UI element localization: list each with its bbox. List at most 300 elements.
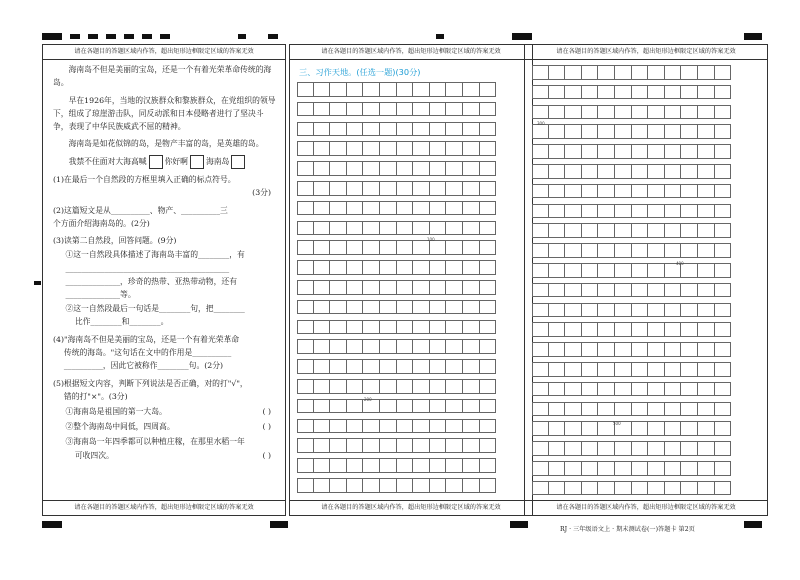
grid-cell[interactable] bbox=[446, 300, 463, 315]
grid-cell[interactable] bbox=[347, 399, 364, 414]
grid-cell[interactable] bbox=[397, 379, 414, 394]
grid-cell[interactable] bbox=[598, 105, 615, 120]
grid-cell[interactable] bbox=[565, 461, 582, 476]
grid-cell[interactable] bbox=[397, 141, 414, 156]
grid-cell[interactable] bbox=[715, 85, 732, 100]
grid-cell[interactable] bbox=[413, 458, 430, 473]
grid-cell[interactable] bbox=[397, 419, 414, 434]
question-3-1-line-3[interactable]: ______________，珍奇的热带、亚热带动物，还有 bbox=[65, 276, 237, 286]
grid-cell[interactable] bbox=[397, 458, 414, 473]
grid-cell[interactable] bbox=[380, 82, 397, 97]
grid-cell[interactable] bbox=[598, 382, 615, 397]
grid-cell[interactable] bbox=[380, 102, 397, 117]
grid-cell[interactable] bbox=[463, 359, 480, 374]
grid-cell[interactable] bbox=[297, 181, 314, 196]
grid-cell[interactable] bbox=[698, 144, 715, 159]
grid-cell[interactable] bbox=[648, 382, 665, 397]
grid-cell[interactable] bbox=[565, 283, 582, 298]
grid-cell[interactable] bbox=[314, 181, 331, 196]
essay-writing-grid[interactable] bbox=[532, 65, 731, 495]
grid-cell[interactable] bbox=[598, 184, 615, 199]
grid-cell[interactable] bbox=[314, 379, 331, 394]
grid-cell[interactable] bbox=[330, 339, 347, 354]
grid-cell[interactable] bbox=[615, 243, 632, 258]
grid-cell[interactable] bbox=[582, 421, 599, 436]
grid-cell[interactable] bbox=[698, 342, 715, 357]
grid-cell[interactable] bbox=[413, 359, 430, 374]
grid-cell[interactable] bbox=[297, 221, 314, 236]
grid-cell[interactable] bbox=[430, 419, 447, 434]
grid-cell[interactable] bbox=[532, 243, 549, 258]
grid-cell[interactable] bbox=[582, 243, 599, 258]
grid-cell[interactable] bbox=[615, 223, 632, 238]
grid-cell[interactable] bbox=[363, 379, 380, 394]
grid-cell[interactable] bbox=[330, 122, 347, 137]
grid-cell[interactable] bbox=[297, 300, 314, 315]
grid-cell[interactable] bbox=[665, 144, 682, 159]
grid-cell[interactable] bbox=[549, 243, 566, 258]
grid-cell[interactable] bbox=[347, 221, 364, 236]
grid-cell[interactable] bbox=[480, 379, 497, 394]
grid-cell[interactable] bbox=[615, 283, 632, 298]
grid-cell[interactable] bbox=[446, 339, 463, 354]
grid-cell[interactable] bbox=[532, 105, 549, 120]
grid-cell[interactable] bbox=[715, 421, 732, 436]
grid-cell[interactable] bbox=[565, 164, 582, 179]
grid-cell[interactable] bbox=[446, 280, 463, 295]
grid-cell[interactable] bbox=[648, 362, 665, 377]
question-2-line-1[interactable]: (2)这篇短文是从__________、物产、__________三 bbox=[53, 205, 228, 215]
grid-cell[interactable] bbox=[598, 243, 615, 258]
grid-cell[interactable] bbox=[598, 461, 615, 476]
grid-cell[interactable] bbox=[480, 221, 497, 236]
grid-cell[interactable] bbox=[330, 320, 347, 335]
grid-cell[interactable] bbox=[549, 184, 566, 199]
grid-cell[interactable] bbox=[480, 161, 497, 176]
grid-cell[interactable] bbox=[363, 161, 380, 176]
grid-cell[interactable] bbox=[314, 240, 331, 255]
grid-cell[interactable] bbox=[380, 438, 397, 453]
grid-cell[interactable] bbox=[698, 164, 715, 179]
grid-cell[interactable] bbox=[330, 260, 347, 275]
grid-cell[interactable] bbox=[615, 263, 632, 278]
question-3-2[interactable] bbox=[53, 302, 277, 328]
grid-cell[interactable] bbox=[648, 105, 665, 120]
question-3-1-line-1[interactable]: ①这一自然段具体描述了海南岛丰富的________，有 bbox=[65, 250, 245, 260]
grid-cell[interactable] bbox=[347, 280, 364, 295]
grid-cell[interactable] bbox=[330, 181, 347, 196]
grid-cell[interactable] bbox=[413, 161, 430, 176]
grid-cell[interactable] bbox=[549, 382, 566, 397]
grid-cell[interactable] bbox=[665, 65, 682, 80]
grid-cell[interactable] bbox=[632, 441, 649, 456]
grid-cell[interactable] bbox=[330, 201, 347, 216]
grid-cell[interactable] bbox=[615, 204, 632, 219]
grid-cell[interactable] bbox=[397, 82, 414, 97]
grid-cell[interactable] bbox=[681, 144, 698, 159]
grid-cell[interactable] bbox=[446, 181, 463, 196]
grid-cell[interactable] bbox=[397, 102, 414, 117]
question-3-1[interactable] bbox=[53, 248, 277, 301]
grid-cell[interactable] bbox=[297, 320, 314, 335]
grid-cell[interactable] bbox=[665, 461, 682, 476]
grid-cell[interactable] bbox=[681, 303, 698, 318]
grid-cell[interactable] bbox=[446, 141, 463, 156]
grid-cell[interactable] bbox=[715, 263, 732, 278]
grid-cell[interactable] bbox=[314, 102, 331, 117]
grid-cell[interactable] bbox=[314, 201, 331, 216]
grid-cell[interactable] bbox=[665, 481, 682, 496]
grid-cell[interactable] bbox=[363, 122, 380, 137]
grid-cell[interactable] bbox=[446, 82, 463, 97]
grid-cell[interactable] bbox=[565, 243, 582, 258]
grid-cell[interactable] bbox=[397, 122, 414, 137]
grid-cell[interactable] bbox=[430, 359, 447, 374]
grid-cell[interactable] bbox=[480, 141, 497, 156]
grid-cell[interactable] bbox=[463, 300, 480, 315]
grid-cell[interactable] bbox=[330, 419, 347, 434]
grid-cell[interactable] bbox=[397, 221, 414, 236]
grid-cell[interactable] bbox=[582, 481, 599, 496]
grid-cell[interactable] bbox=[632, 322, 649, 337]
grid-cell[interactable] bbox=[615, 322, 632, 337]
grid-cell[interactable] bbox=[698, 461, 715, 476]
grid-cell[interactable] bbox=[347, 141, 364, 156]
grid-cell[interactable] bbox=[681, 105, 698, 120]
grid-cell[interactable] bbox=[363, 438, 380, 453]
grid-cell[interactable] bbox=[480, 280, 497, 295]
grid-cell[interactable] bbox=[347, 181, 364, 196]
grid-cell[interactable] bbox=[565, 362, 582, 377]
grid-cell[interactable] bbox=[565, 144, 582, 159]
grid-cell[interactable] bbox=[582, 144, 599, 159]
grid-cell[interactable] bbox=[681, 382, 698, 397]
grid-cell[interactable] bbox=[648, 204, 665, 219]
grid-cell[interactable] bbox=[363, 240, 380, 255]
grid-cell[interactable] bbox=[480, 419, 497, 434]
grid-cell[interactable] bbox=[549, 263, 566, 278]
grid-cell[interactable] bbox=[632, 164, 649, 179]
grid-cell[interactable] bbox=[681, 441, 698, 456]
grid-cell[interactable] bbox=[565, 184, 582, 199]
grid-cell[interactable] bbox=[665, 441, 682, 456]
grid-cell[interactable] bbox=[582, 382, 599, 397]
grid-cell[interactable] bbox=[463, 240, 480, 255]
grid-cell[interactable] bbox=[615, 184, 632, 199]
grid-cell[interactable] bbox=[715, 164, 732, 179]
grid-cell[interactable] bbox=[446, 399, 463, 414]
grid-cell[interactable] bbox=[446, 240, 463, 255]
grid-cell[interactable] bbox=[615, 402, 632, 417]
grid-cell[interactable] bbox=[297, 339, 314, 354]
grid-cell[interactable] bbox=[698, 362, 715, 377]
grid-cell[interactable] bbox=[380, 320, 397, 335]
judge-item-3[interactable] bbox=[53, 435, 277, 461]
grid-cell[interactable] bbox=[648, 263, 665, 278]
grid-cell[interactable] bbox=[446, 221, 463, 236]
grid-cell[interactable] bbox=[582, 441, 599, 456]
grid-cell[interactable] bbox=[446, 438, 463, 453]
grid-cell[interactable] bbox=[665, 85, 682, 100]
grid-cell[interactable] bbox=[380, 300, 397, 315]
grid-cell[interactable] bbox=[532, 322, 549, 337]
grid-cell[interactable] bbox=[648, 223, 665, 238]
grid-cell[interactable] bbox=[681, 124, 698, 139]
grid-cell[interactable] bbox=[549, 362, 566, 377]
grid-cell[interactable] bbox=[380, 221, 397, 236]
grid-cell[interactable] bbox=[314, 339, 331, 354]
grid-cell[interactable] bbox=[681, 65, 698, 80]
grid-cell[interactable] bbox=[532, 184, 549, 199]
grid-cell[interactable] bbox=[532, 481, 549, 496]
grid-cell[interactable] bbox=[715, 243, 732, 258]
grid-cell[interactable] bbox=[347, 478, 364, 493]
grid-cell[interactable] bbox=[632, 402, 649, 417]
grid-cell[interactable] bbox=[430, 478, 447, 493]
grid-cell[interactable] bbox=[598, 204, 615, 219]
grid-cell[interactable] bbox=[615, 164, 632, 179]
grid-cell[interactable] bbox=[330, 359, 347, 374]
grid-cell[interactable] bbox=[397, 399, 414, 414]
grid-cell[interactable] bbox=[363, 320, 380, 335]
grid-cell[interactable] bbox=[582, 402, 599, 417]
grid-cell[interactable] bbox=[314, 280, 331, 295]
judge-answer-2[interactable]: ( ) bbox=[262, 422, 271, 432]
grid-cell[interactable] bbox=[363, 339, 380, 354]
grid-cell[interactable] bbox=[582, 362, 599, 377]
grid-cell[interactable] bbox=[698, 85, 715, 100]
grid-cell[interactable] bbox=[480, 399, 497, 414]
grid-cell[interactable] bbox=[413, 280, 430, 295]
grid-cell[interactable] bbox=[549, 204, 566, 219]
grid-cell[interactable] bbox=[463, 320, 480, 335]
grid-cell[interactable] bbox=[347, 300, 364, 315]
grid-cell[interactable] bbox=[297, 458, 314, 473]
grid-cell[interactable] bbox=[549, 481, 566, 496]
grid-cell[interactable] bbox=[413, 141, 430, 156]
grid-cell[interactable] bbox=[430, 280, 447, 295]
grid-cell[interactable] bbox=[363, 260, 380, 275]
grid-cell[interactable] bbox=[463, 379, 480, 394]
question-4-line-2[interactable]: 传统的海岛。"这句话在文中的作用是__________ bbox=[63, 347, 232, 357]
question-4[interactable] bbox=[53, 333, 277, 373]
grid-cell[interactable] bbox=[598, 402, 615, 417]
grid-cell[interactable] bbox=[632, 303, 649, 318]
punctuation-box-3[interactable] bbox=[231, 155, 245, 169]
grid-cell[interactable] bbox=[565, 105, 582, 120]
grid-cell[interactable] bbox=[330, 102, 347, 117]
grid-cell[interactable] bbox=[598, 303, 615, 318]
grid-cell[interactable] bbox=[330, 300, 347, 315]
grid-cell[interactable] bbox=[598, 223, 615, 238]
grid-cell[interactable] bbox=[532, 441, 549, 456]
grid-cell[interactable] bbox=[314, 399, 331, 414]
grid-cell[interactable] bbox=[615, 303, 632, 318]
grid-cell[interactable] bbox=[615, 441, 632, 456]
grid-cell[interactable] bbox=[698, 124, 715, 139]
grid-cell[interactable] bbox=[681, 164, 698, 179]
grid-cell[interactable] bbox=[480, 201, 497, 216]
grid-cell[interactable] bbox=[665, 164, 682, 179]
grid-cell[interactable] bbox=[363, 359, 380, 374]
grid-cell[interactable] bbox=[430, 181, 447, 196]
grid-cell[interactable] bbox=[413, 82, 430, 97]
grid-cell[interactable] bbox=[480, 82, 497, 97]
grid-cell[interactable] bbox=[598, 342, 615, 357]
grid-cell[interactable] bbox=[397, 339, 414, 354]
grid-cell[interactable] bbox=[598, 124, 615, 139]
grid-cell[interactable] bbox=[330, 280, 347, 295]
grid-cell[interactable] bbox=[297, 102, 314, 117]
grid-cell[interactable] bbox=[463, 161, 480, 176]
grid-cell[interactable] bbox=[347, 102, 364, 117]
grid-cell[interactable] bbox=[665, 362, 682, 377]
grid-cell[interactable] bbox=[549, 283, 566, 298]
grid-cell[interactable] bbox=[715, 303, 732, 318]
grid-cell[interactable] bbox=[314, 122, 331, 137]
question-3-1-line-4[interactable]: ______________等。 bbox=[65, 289, 136, 299]
grid-cell[interactable] bbox=[446, 260, 463, 275]
grid-cell[interactable] bbox=[648, 283, 665, 298]
grid-cell[interactable] bbox=[480, 458, 497, 473]
grid-cell[interactable] bbox=[463, 419, 480, 434]
grid-cell[interactable] bbox=[397, 240, 414, 255]
grid-cell[interactable] bbox=[715, 105, 732, 120]
grid-cell[interactable] bbox=[715, 65, 732, 80]
grid-cell[interactable] bbox=[297, 478, 314, 493]
grid-cell[interactable] bbox=[363, 82, 380, 97]
grid-cell[interactable] bbox=[314, 82, 331, 97]
grid-cell[interactable] bbox=[565, 204, 582, 219]
grid-cell[interactable] bbox=[648, 461, 665, 476]
grid-cell[interactable] bbox=[665, 382, 682, 397]
grid-cell[interactable] bbox=[413, 339, 430, 354]
grid-cell[interactable] bbox=[413, 122, 430, 137]
grid-cell[interactable] bbox=[314, 419, 331, 434]
grid-cell[interactable] bbox=[698, 263, 715, 278]
grid-cell[interactable] bbox=[363, 221, 380, 236]
grid-cell[interactable] bbox=[380, 280, 397, 295]
grid-cell[interactable] bbox=[347, 201, 364, 216]
grid-cell[interactable] bbox=[532, 85, 549, 100]
grid-cell[interactable] bbox=[681, 421, 698, 436]
grid-cell[interactable] bbox=[314, 478, 331, 493]
grid-cell[interactable] bbox=[615, 362, 632, 377]
grid-cell[interactable] bbox=[582, 303, 599, 318]
grid-cell[interactable] bbox=[397, 181, 414, 196]
grid-cell[interactable] bbox=[698, 303, 715, 318]
grid-cell[interactable] bbox=[380, 419, 397, 434]
grid-cell[interactable] bbox=[549, 223, 566, 238]
grid-cell[interactable] bbox=[549, 402, 566, 417]
grid-cell[interactable] bbox=[463, 280, 480, 295]
grid-cell[interactable] bbox=[549, 65, 566, 80]
grid-cell[interactable] bbox=[430, 141, 447, 156]
grid-cell[interactable] bbox=[632, 243, 649, 258]
grid-cell[interactable] bbox=[565, 263, 582, 278]
grid-cell[interactable] bbox=[681, 342, 698, 357]
grid-cell[interactable] bbox=[532, 223, 549, 238]
grid-cell[interactable] bbox=[363, 102, 380, 117]
grid-cell[interactable] bbox=[532, 362, 549, 377]
question-3-2-line-2[interactable]: 比作________和________。 bbox=[74, 317, 169, 327]
grid-cell[interactable] bbox=[648, 402, 665, 417]
grid-cell[interactable] bbox=[665, 105, 682, 120]
grid-cell[interactable] bbox=[565, 441, 582, 456]
grid-cell[interactable] bbox=[480, 260, 497, 275]
grid-cell[interactable] bbox=[330, 399, 347, 414]
grid-cell[interactable] bbox=[347, 379, 364, 394]
grid-cell[interactable] bbox=[698, 322, 715, 337]
grid-cell[interactable] bbox=[582, 322, 599, 337]
grid-cell[interactable] bbox=[532, 144, 549, 159]
grid-cell[interactable] bbox=[446, 320, 463, 335]
grid-cell[interactable] bbox=[598, 65, 615, 80]
grid-cell[interactable] bbox=[565, 303, 582, 318]
grid-cell[interactable] bbox=[532, 402, 549, 417]
grid-cell[interactable] bbox=[446, 458, 463, 473]
grid-cell[interactable] bbox=[532, 283, 549, 298]
grid-cell[interactable] bbox=[681, 85, 698, 100]
grid-cell[interactable] bbox=[681, 283, 698, 298]
grid-cell[interactable] bbox=[565, 322, 582, 337]
grid-cell[interactable] bbox=[532, 263, 549, 278]
grid-cell[interactable] bbox=[715, 144, 732, 159]
grid-cell[interactable] bbox=[665, 124, 682, 139]
grid-cell[interactable] bbox=[363, 300, 380, 315]
grid-cell[interactable] bbox=[347, 339, 364, 354]
grid-cell[interactable] bbox=[715, 382, 732, 397]
grid-cell[interactable] bbox=[549, 322, 566, 337]
grid-cell[interactable] bbox=[615, 342, 632, 357]
grid-cell[interactable] bbox=[413, 320, 430, 335]
grid-cell[interactable] bbox=[615, 124, 632, 139]
grid-cell[interactable] bbox=[632, 283, 649, 298]
grid-cell[interactable] bbox=[565, 402, 582, 417]
grid-cell[interactable] bbox=[463, 339, 480, 354]
grid-cell[interactable] bbox=[665, 204, 682, 219]
grid-cell[interactable] bbox=[648, 243, 665, 258]
grid-cell[interactable] bbox=[430, 379, 447, 394]
grid-cell[interactable] bbox=[413, 438, 430, 453]
grid-cell[interactable] bbox=[698, 204, 715, 219]
grid-cell[interactable] bbox=[549, 461, 566, 476]
grid-cell[interactable] bbox=[446, 379, 463, 394]
grid-cell[interactable] bbox=[549, 421, 566, 436]
grid-cell[interactable] bbox=[380, 458, 397, 473]
grid-cell[interactable] bbox=[532, 303, 549, 318]
grid-cell[interactable] bbox=[397, 300, 414, 315]
grid-cell[interactable] bbox=[715, 322, 732, 337]
grid-cell[interactable] bbox=[397, 478, 414, 493]
grid-cell[interactable] bbox=[615, 144, 632, 159]
grid-cell[interactable] bbox=[347, 122, 364, 137]
grid-cell[interactable] bbox=[715, 362, 732, 377]
grid-cell[interactable] bbox=[347, 438, 364, 453]
grid-cell[interactable] bbox=[715, 204, 732, 219]
grid-cell[interactable] bbox=[615, 105, 632, 120]
grid-cell[interactable] bbox=[480, 181, 497, 196]
grid-cell[interactable] bbox=[681, 322, 698, 337]
grid-cell[interactable] bbox=[598, 283, 615, 298]
grid-cell[interactable] bbox=[698, 223, 715, 238]
grid-cell[interactable] bbox=[582, 263, 599, 278]
grid-cell[interactable] bbox=[363, 419, 380, 434]
grid-cell[interactable] bbox=[397, 280, 414, 295]
grid-cell[interactable] bbox=[665, 342, 682, 357]
grid-cell[interactable] bbox=[648, 481, 665, 496]
punctuation-box-1[interactable] bbox=[149, 155, 163, 169]
